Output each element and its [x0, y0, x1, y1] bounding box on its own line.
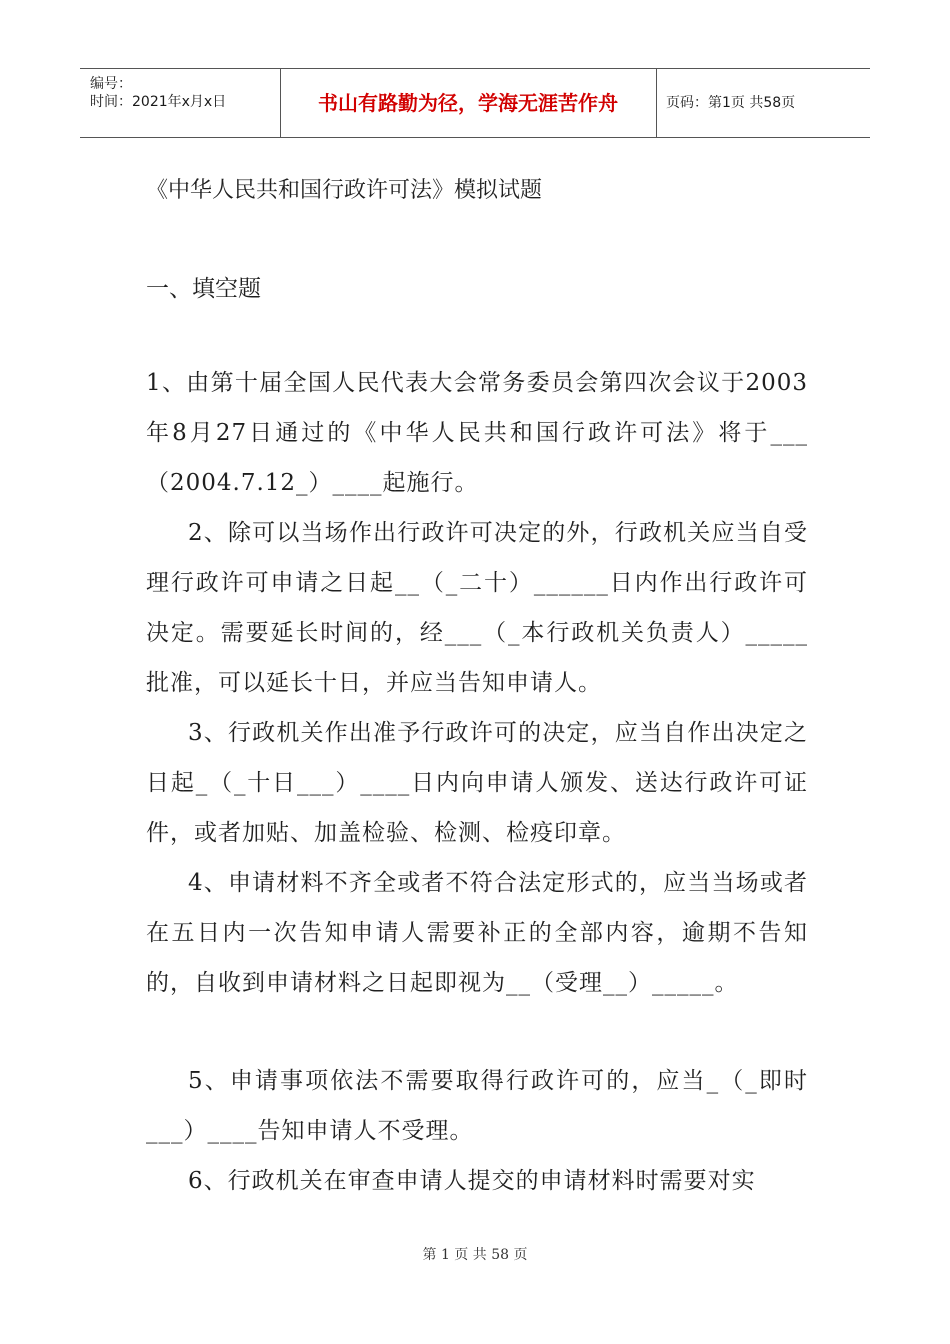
question-paragraph: 5、申请事项依法不需要取得行政许可的，应当_（_即时___）____告知申请人不受理。: [146, 1068, 808, 1144]
question-paragraph: 2、除可以当场作出行政许可决定的外，行政机关应当自受理行政许可申请之日起__（_二十）______日内作出行政许可决定。需要延长时间的，经___（_本行政机关负责人）_____批准，可以延长十日，并应当告知申请人。: [146, 520, 808, 696]
page-header: [80, 68, 870, 138]
section-heading: 一、填空题: [146, 276, 261, 302]
question-paragraph: 4、申请材料不齐全或者不符合法定形式的，应当当场或者在五日内一次告知申请人需要补正的全部内容，逾期不告知的，自收到申请材料之日起即视为__（受理__）_____。: [146, 870, 808, 996]
document-title: 《中华人民共和国行政许可法》模拟试题: [146, 178, 543, 203]
header-page-info: 页码：第1页 共58页: [666, 95, 796, 111]
header-info-cell: [80, 69, 281, 137]
page-footer: 第 1 页 共 58 页: [422, 1247, 528, 1263]
question-paragraph: 6、行政机关在审查申请人提交的申请材料时需要对实: [188, 1168, 756, 1194]
question-paragraph: 1、由第十届全国人民代表大会常务委员会第四次会议于2003年8月27日通过的《中华人民共和国行政许可法》将于___（2004.7.12_）____起施行。: [146, 370, 808, 496]
document-number-label: 编号：: [90, 76, 132, 92]
document-time-label: 时间：2021年x月x日: [90, 94, 227, 110]
question-paragraph: 3、行政机关作出准予行政许可的决定，应当自作出决定之日起_（_十日___）____日内向申请人颁发、送达行政许可证件，或者加贴、加盖检验、检测、检疫印章。: [146, 720, 808, 846]
header-motto: 书山有路勤为径，学海无涯苦作舟: [280, 69, 657, 137]
